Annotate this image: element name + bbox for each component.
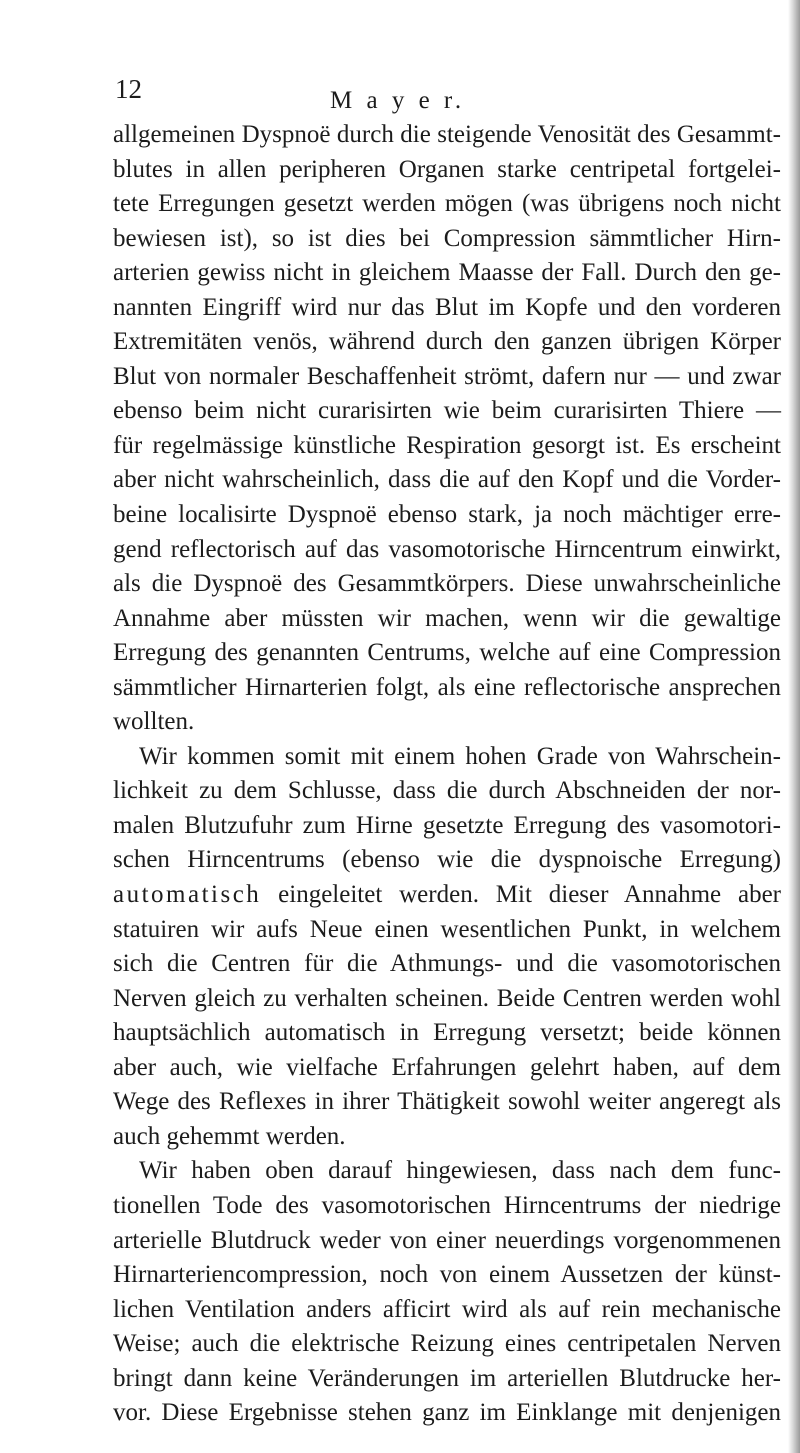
scan-page-edge xyxy=(788,0,800,1453)
text-line: malen Blutzufuhr zum Hirne gesetzte Erregung des vasomotori- xyxy=(113,811,781,839)
text-line: statuiren wir aufs Neue einen wesentlichen Punkt, in welchem xyxy=(113,915,781,943)
text-line: vor. Diese Ergebnisse stehen ganz im Einklange mit denjenigen xyxy=(113,1399,781,1427)
text-line: nannten Eingriff wird nur das Blut im Kopfe und den vorderen xyxy=(113,293,781,321)
text-line: wollten. xyxy=(113,708,195,736)
text-line: allgemeinen Dyspnoë durch die steigende Venosität des Gesammt- xyxy=(113,121,781,148)
text-line: Wege des Reflexes in ihrer Thätigkeit sowohl weiter angeregt als xyxy=(113,1088,781,1116)
text-line: aber nicht wahrscheinlich, dass die auf den Kopf und die Vorder- xyxy=(113,466,781,494)
text-line: aber auch, wie vielfache Erfahrungen gelehrt haben, auf dem xyxy=(113,1053,781,1081)
text-line: lichen Ventilation anders afficirt wird als auf rein mechanische xyxy=(113,1295,781,1323)
text-line: Nerven gleich zu verhalten scheinen. Beide Centren werden wohl xyxy=(113,984,781,1012)
body-text xyxy=(113,118,781,1431)
text-line: als die Dyspnoë des Gesammtkörpers. Diese unwahrscheinliche xyxy=(113,570,781,598)
text-line: Erregung des genannten Centrums, welche auf eine Compression xyxy=(113,639,781,667)
text-line: tionellen Tode des vasomotorischen Hirncentrums der niedrige xyxy=(113,1191,781,1219)
text-line: blutes in allen peripheren Organen starke centripetal fortgelei- xyxy=(113,155,781,183)
text-line: arterien gewiss nicht in gleichem Maasse der Fall. Durch den ge- xyxy=(113,259,781,287)
text-line: Extremitäten venös, während durch den ganzen übrigen Körper xyxy=(113,328,781,356)
paragraph xyxy=(113,118,781,740)
text-line: gend reflectorisch auf das vasomotorische Hirncentrum einwirkt, xyxy=(113,535,781,563)
text-line: auch gehemmt werden. xyxy=(113,1122,346,1150)
emphasized-word: automatisch xyxy=(113,881,262,909)
text-line: Wir kommen somit mit einem hohen Grade von Wahrschein- xyxy=(139,742,781,770)
text-line: schen Hirncentrums (ebenso wie die dyspnoische Erregung) xyxy=(113,846,781,874)
paragraph xyxy=(113,740,781,1155)
text-line: tete Erregungen gesetzt werden mögen (was übrigens noch nicht xyxy=(113,190,781,218)
text-line: bringt dann keine Veränderungen im arteriellen Blutdrucke her- xyxy=(113,1364,781,1392)
text-line: arterielle Blutdruck weder von einer neuerdings vorgenommenen xyxy=(113,1226,781,1254)
text-line: Wir haben oben darauf hingewiesen, dass nach dem func- xyxy=(139,1157,781,1185)
text-line: bewiesen ist), so ist dies bei Compression sämmtlicher Hirn- xyxy=(113,224,781,252)
text-line: ebenso beim nicht curarisirten wie beim curarisirten Thiere — xyxy=(113,397,781,425)
text-line: hauptsächlich automatisch in Erregung versetzt; beide können xyxy=(113,1019,781,1047)
text-line: für regelmässige künstliche Respiration gesorgt ist. Es erscheint xyxy=(113,431,781,459)
text-line: Weise; auch die elektrische Reizung eines centripetalen Nerven xyxy=(113,1330,781,1358)
text-line: sämmtlicher Hirnarterien folgt, als eine reflectorische ansprechen xyxy=(113,673,781,701)
text-line xyxy=(113,878,781,913)
text-line: Annahme aber müssten wir machen, wenn wir die gewaltige xyxy=(113,604,781,632)
text-line: beine localisirte Dyspnoë ebenso stark, ja noch mächtiger erre- xyxy=(113,501,781,529)
page-number: 12 xyxy=(115,74,142,104)
running-head-author: M a y e r. xyxy=(330,87,466,114)
text-line: lichkeit zu dem Schlusse, dass die durch Abschneiden der nor- xyxy=(113,777,781,805)
text-line: sich die Centren für die Athmungs- und die vasomotorischen xyxy=(113,950,781,978)
paragraph xyxy=(113,1154,781,1430)
text-line-rest: eingeleitet werden. Mit dieser Annahme aber xyxy=(261,881,781,909)
text-line: Blut von normaler Beschaffenheit strömt, dafern nur — und zwar xyxy=(113,362,781,390)
text-line: Hirnarteriencompression, noch von einem Aussetzen der künst- xyxy=(113,1261,781,1289)
